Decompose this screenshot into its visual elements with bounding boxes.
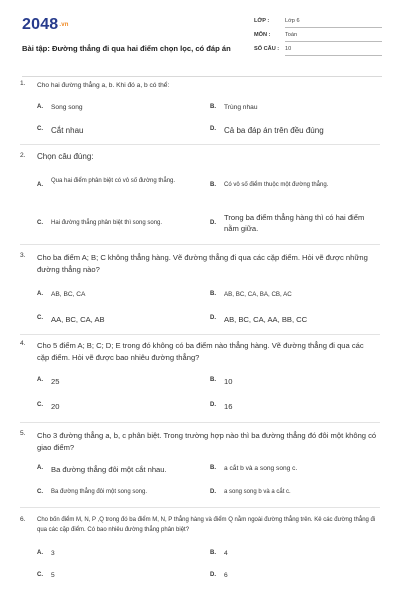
option-text: 10 (224, 377, 233, 386)
question-text: Cho 5 điểm A; B; C; D; E trong đó không có ba điểm nào thẳng hàng. Vẽ đường thẳng đi qua các cặp điểm. Hỏi vẽ được bao nhiêu đường thẳng? (37, 341, 364, 362)
option-letter: B. (210, 291, 216, 297)
option-text: Có vô số điểm thuộc một đường thẳng. (224, 182, 329, 188)
meta-subject-label: MÔN : (254, 32, 271, 38)
option-text: 25 (51, 377, 60, 386)
option-letter: C. (37, 126, 43, 132)
question-text: Cho hai đường thẳng a, b. Khi đó a, b có thể: (37, 82, 170, 89)
worksheet-title: Bài tập: Đường thẳng đi qua hai điểm chọn lọc, có đáp án (22, 44, 231, 53)
option-text: 5 (51, 572, 55, 579)
option-text: a song song b và a cắt c. (224, 489, 291, 495)
option-text: 3 (51, 550, 55, 557)
question-4 (20, 340, 380, 420)
meta-class (254, 18, 382, 30)
question-1 (20, 80, 380, 148)
option-letter: A. (37, 182, 43, 188)
question-text: Cho 3 đường thẳng a, b, c phân biệt. Trong trường hợp nào thì ba đường thẳng đó đôi một không có giao điểm? (37, 431, 377, 452)
option-text: Hai đường thẳng phân biệt thì song song. (51, 220, 163, 226)
option-text: 6 (224, 572, 228, 579)
option-letter: C. (37, 220, 43, 226)
worksheet-header (22, 14, 382, 64)
option-letter: D. (210, 402, 216, 408)
option-letter: A. (37, 377, 43, 383)
option-text: AA, BC, CA, AB (51, 315, 105, 324)
question-number: 6. (20, 516, 26, 523)
header-divider (22, 76, 382, 77)
option-text: Cả ba đáp án trên đều đúng (224, 126, 324, 135)
option-text: Ba đường thẳng đôi một cắt nhau. (51, 465, 167, 474)
meta-divider (285, 41, 382, 42)
option-letter: B. (210, 104, 216, 110)
meta-divider (285, 55, 382, 56)
option-text: Trong ba điểm thẳng hàng thì có hai điểm nằm giữa. (224, 213, 365, 233)
option-text: Trùng nhau (224, 104, 258, 111)
option-letter: B. (210, 465, 216, 471)
option-letter: D. (210, 572, 216, 578)
question-text: Chọn câu đúng: (37, 152, 94, 161)
option-letter: D. (210, 220, 216, 226)
question-number: 1. (20, 80, 26, 87)
question-5 (20, 430, 380, 508)
option-letter: B. (210, 550, 216, 556)
question-text: Cho ba điểm A; B; C không thẳng hàng. Vẽ đường thẳng đi qua các cặp điểm. Hỏi vẽ được những đường thẳng nào? (37, 253, 368, 274)
meta-subject (254, 32, 382, 44)
option-letter: D. (210, 489, 216, 495)
option-text: a cắt b và a song song c. (224, 465, 298, 472)
question-number: 5. (20, 430, 26, 437)
site-logo[interactable] (22, 16, 69, 34)
question-number: 3. (20, 252, 26, 259)
meta-count-value: 10 (285, 46, 292, 52)
question-divider (20, 334, 380, 335)
option-letter: D. (210, 126, 216, 132)
option-letter: A. (37, 465, 43, 471)
option-text: Cắt nhau (51, 126, 84, 135)
meta-subject-value: Toán (285, 32, 298, 38)
option-text: Song song (51, 104, 83, 111)
question-6 (20, 516, 380, 596)
option-letter: A. (37, 104, 43, 110)
question-divider (20, 144, 380, 145)
option-letter: C. (37, 315, 43, 321)
option-text: 16 (224, 402, 233, 411)
option-text: Qua hai điểm phân biệt có vô số đường thẳng. (51, 178, 176, 184)
question-text: Cho bốn điểm M, N, P ,Q trong đó ba điểm M, N, P thẳng hàng và điểm Q nằm ngoài đường thẳng trên. Kẻ các đường thẳng đi qua các cặp điểm. Có bao nhiêu đường thẳng phân biệt? (37, 517, 376, 533)
option-text: AB, BC, CA, AA, BB, CC (224, 315, 308, 324)
question-divider (20, 244, 380, 245)
option-letter: A. (37, 291, 43, 297)
meta-divider (285, 27, 382, 28)
option-letter: C. (37, 572, 43, 578)
meta-count (254, 46, 382, 58)
option-text: Ba đường thẳng đôi một song song. (51, 489, 148, 495)
option-letter: C. (37, 402, 43, 408)
question-number: 2. (20, 152, 26, 159)
question-2 (20, 152, 380, 242)
question-divider (20, 507, 380, 508)
logo-suffix: .vn (59, 21, 69, 28)
option-letter: B. (210, 377, 216, 383)
option-text: 20 (51, 402, 60, 411)
question-3 (20, 252, 380, 332)
option-letter: C. (37, 489, 43, 495)
question-divider (20, 422, 380, 423)
question-number: 4. (20, 340, 26, 347)
option-text: AB, BC, CA (51, 291, 86, 298)
meta-count-label: SỐ CÂU : (254, 46, 280, 52)
meta-class-value: Lớp 6 (285, 18, 300, 24)
option-letter: B. (210, 182, 216, 188)
option-text: 4 (224, 550, 228, 557)
option-text: AB, BC, CA, BA, CB, AC (224, 291, 292, 298)
option-letter: D. (210, 315, 216, 321)
logo-text: 2048 (22, 16, 59, 33)
option-letter: A. (37, 550, 43, 556)
meta-class-label: LỚP : (254, 18, 270, 24)
